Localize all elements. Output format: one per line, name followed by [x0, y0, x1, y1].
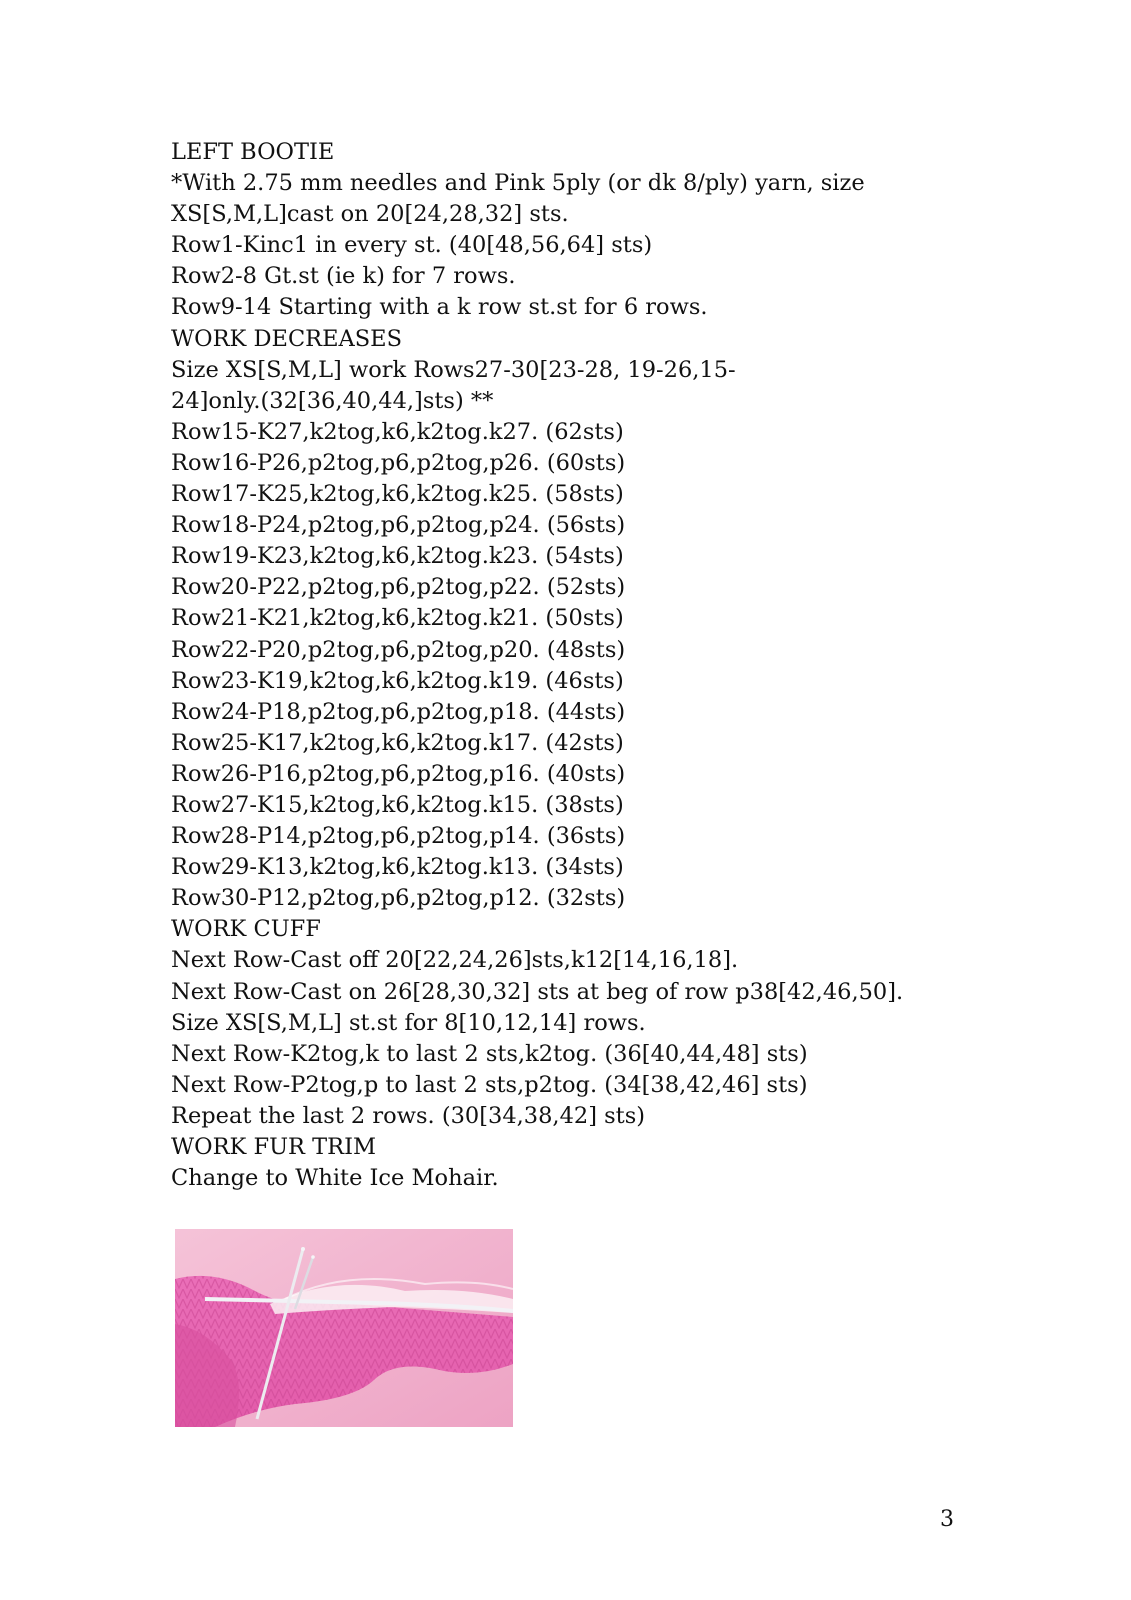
text-line: Row16-P26,p2tog,p6,p2tog,p26. (60sts) [171, 449, 626, 476]
text-line: Change to White Ice Mohair. [171, 1165, 499, 1192]
text-line: Row30-P12,p2tog,p6,p2tog,p12. (32sts) [171, 885, 626, 912]
text-line: XS[S,M,L]cast on 20[24,28,32] sts. [171, 201, 569, 228]
text-line: Next Row-Cast on 26[28,30,32] sts at beg of row p38[42,46,50]. [171, 978, 904, 1005]
text-line: Row26-P16,p2tog,p6,p2tog,p16. (40sts) [171, 760, 626, 787]
knitting-photo [175, 1229, 513, 1427]
text-line: Row15-K27,k2tog,k6,k2tog.k27. (62sts) [171, 418, 624, 445]
text-line: Next Row-Cast off 20[22,24,26]sts,k12[14,16,18]. [171, 947, 739, 974]
text-line: Repeat the last 2 rows. (30[34,38,42] sts) [171, 1102, 646, 1129]
text-line: Row21-K21,k2tog,k6,k2tog.k21. (50sts) [171, 605, 624, 632]
text-line: Row1-Kinc1 in every st. (40[48,56,64] sts) [171, 232, 653, 259]
pattern-text [171, 137, 931, 1194]
section-heading-work-cuff: WORK CUFF [171, 916, 321, 943]
knitting-photo-illustration [175, 1229, 513, 1427]
section-heading-left-bootie: LEFT BOOTIE [171, 139, 335, 165]
text-line: Row23-K19,k2tog,k6,k2tog.k19. (46sts) [171, 667, 624, 694]
section-heading-work-fur-trim: WORK FUR TRIM [171, 1134, 377, 1160]
text-line: Row29-K13,k2tog,k6,k2tog.k13. (34sts) [171, 854, 624, 881]
text-line: 24]only.(32[36,40,44,]sts) ** [171, 387, 494, 414]
text-line: Size XS[S,M,L] st.st for 8[10,12,14] rows. [171, 1009, 646, 1036]
text-line: Row19-K23,k2tog,k6,k2tog.k23. (54sts) [171, 543, 624, 570]
page-number: 3 [940, 1507, 954, 1532]
text-line: Next Row-P2tog,p to last 2 sts,p2tog. (34[38,42,46] sts) [171, 1071, 808, 1098]
text-line: Row27-K15,k2tog,k6,k2tog.k15. (38sts) [171, 791, 624, 818]
text-line: *With 2.75 mm needles and Pink 5ply (or dk 8/ply) yarn, size [171, 170, 865, 197]
text-line: Next Row-K2tog,k to last 2 sts,k2tog. (36[40,44,48] sts) [171, 1040, 808, 1067]
text-line: Row17-K25,k2tog,k6,k2tog.k25. (58sts) [171, 481, 624, 508]
text-line: Row20-P22,p2tog,p6,p2tog,p22. (52sts) [171, 574, 626, 601]
text-line: Row9-14 Starting with a k row st.st for 6 rows. [171, 294, 708, 321]
text-line: Row24-P18,p2tog,p6,p2tog,p18. (44sts) [171, 698, 626, 725]
text-line: Row25-K17,k2tog,k6,k2tog.k17. (42sts) [171, 729, 624, 756]
text-line: Row28-P14,p2tog,p6,p2tog,p14. (36sts) [171, 823, 626, 850]
text-line: Row22-P20,p2tog,p6,p2tog,p20. (48sts) [171, 636, 626, 663]
text-line: Row2-8 Gt.st (ie k) for 7 rows. [171, 263, 516, 290]
section-heading-work-decreases: WORK DECREASES [171, 325, 403, 352]
text-line: Row18-P24,p2tog,p6,p2tog,p24. (56sts) [171, 512, 626, 539]
text-line: Size XS[S,M,L] work Rows27-30[23-28, 19-26,15- [171, 356, 736, 383]
